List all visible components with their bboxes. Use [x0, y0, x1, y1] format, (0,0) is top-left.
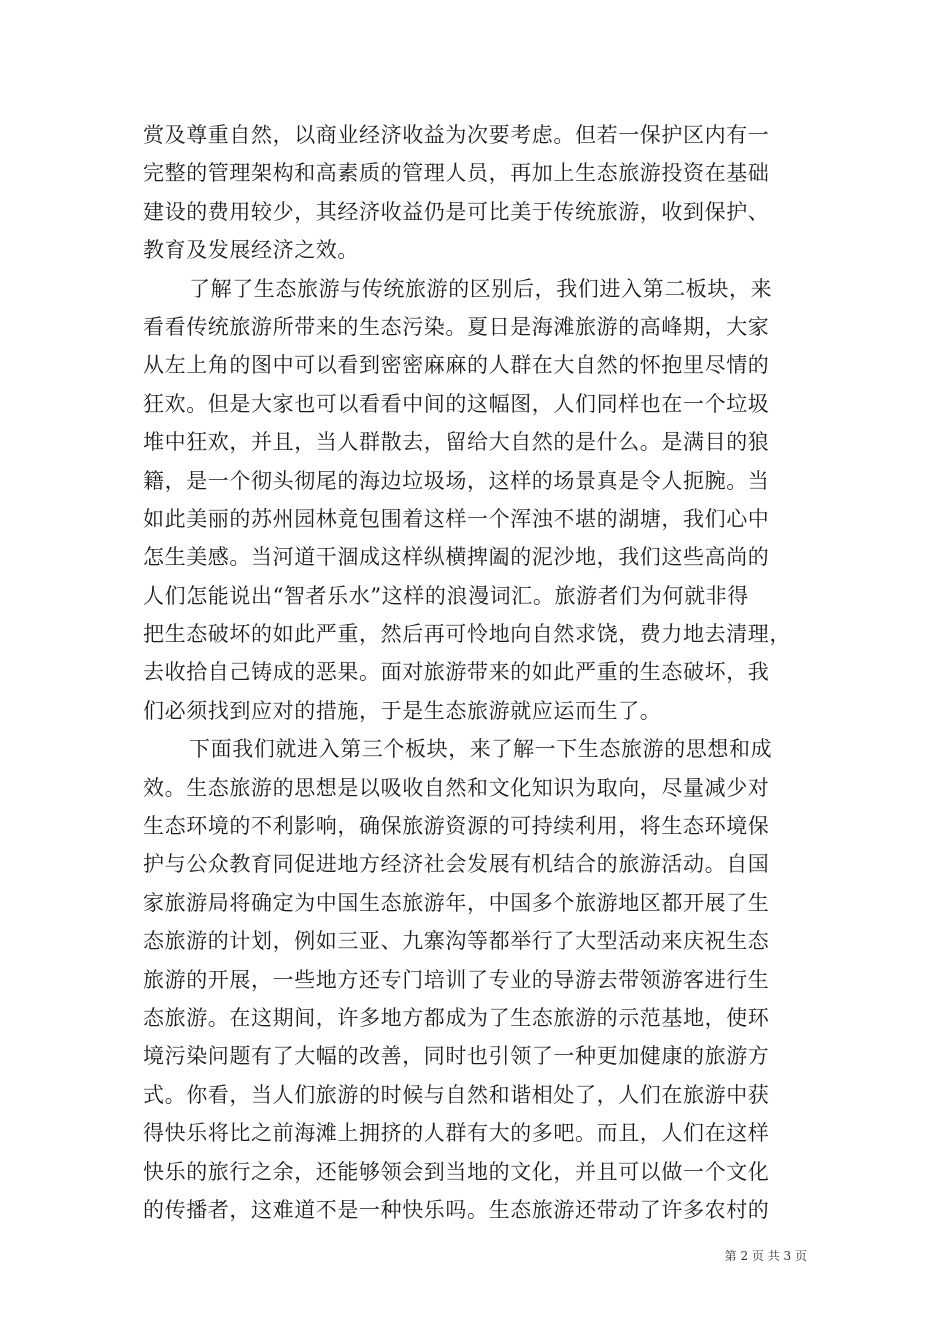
text-line: 人们怎能说出“智者乐水”这样的浪漫词汇。旅游者们为何就非得	[143, 583, 749, 608]
text-line: 旅游的开展，一些地方还专门培训了专业的导游去带领游客进行生	[143, 967, 770, 992]
paragraph	[143, 270, 823, 731]
text-line: 境污染问题有了大幅的改善，同时也引领了一种更加健康的旅游方	[143, 1044, 770, 1069]
text-line: 态旅游。在这期间，许多地方都成为了生态旅游的示范基地，使环	[143, 1005, 770, 1030]
text-line: 效。生态旅游的思想是以吸收自然和文化知识为取向，尽量减少对	[143, 775, 770, 800]
text-line: 教育及发展经济之效。	[143, 238, 359, 263]
text-line: 看看传统旅游所带来的生态污染。夏日是海滩旅游的高峰期，大家	[143, 314, 770, 339]
text-line: 完整的管理架构和高素质的管理人员，再加上生态旅游投资在基础	[143, 161, 770, 186]
document-body	[143, 116, 823, 1229]
text-line: 态旅游的计划，例如三亚、九寨沟等都举行了大型活动来庆祝生态	[143, 929, 770, 954]
paragraph	[143, 116, 823, 270]
page-number: 第 2 页 共 3 页	[724, 1249, 807, 1263]
text-line: 式。你看，当人们旅游的时候与自然和谐相处了，人们在旅游中获	[143, 1082, 770, 1107]
text-line: 们必须找到应对的措施，于是生态旅游就应运而生了。	[143, 698, 662, 723]
text-line: 从左上角的图中可以看到密密麻麻的人群在大自然的怀抱里尽情的	[143, 353, 770, 378]
text-line: 怎生美感。当河道干涸成这样纵横捭阖的泥沙地，我们这些高尚的	[143, 545, 770, 570]
text-line: 堆中狂欢，并且，当人群散去，留给大自然的是什么。是满目的狼	[143, 430, 770, 455]
text-line: 去收拾自己铸成的恶果。面对旅游带来的如此严重的生态破坏，我	[143, 660, 770, 685]
text-line: 快乐的旅行之余，还能够领会到当地的文化，并且可以做一个文化	[143, 1159, 770, 1184]
text-line: 下面我们就进入第三个板块，来了解一下生态旅游的思想和成	[189, 737, 773, 762]
paragraph	[143, 730, 823, 1229]
text-line: 得快乐将比之前海滩上拥挤的人群有大的多吧。而且，人们在这样	[143, 1121, 770, 1146]
text-line: 家旅游局将确定为中国生态旅游年，中国多个旅游地区都开展了生	[143, 890, 770, 915]
text-line: 如此美丽的苏州园林竟包围着这样一个浑浊不堪的湖塘，我们心中	[143, 506, 770, 531]
text-line: 的传播者，这难道不是一种快乐吗。生态旅游还带动了许多农村的	[143, 1197, 770, 1222]
text-line: 把生态破坏的如此严重，然后再可怜地向自然求饶，费力地去清理，	[143, 622, 791, 647]
text-line: 了解了生态旅游与传统旅游的区别后，我们进入第二板块，来	[189, 276, 773, 301]
text-line: 赏及尊重自然，以商业经济收益为次要考虑。但若一保护区内有一	[143, 123, 770, 147]
text-line: 建设的费用较少，其经济收益仍是可比美于传统旅游，收到保护、	[143, 199, 770, 224]
text-line: 籍，是一个彻头彻尾的海边垃圾场，这样的场景真是令人扼腕。当	[143, 468, 770, 493]
text-line: 生态环境的不利影响，确保旅游资源的可持续利用，将生态环境保	[143, 814, 770, 839]
text-line: 护与公众教育同促进地方经济社会发展有机结合的旅游活动。自国	[143, 852, 770, 877]
text-line: 狂欢。但是大家也可以看看中间的这幅图，人们同样也在一个垃圾	[143, 391, 770, 416]
